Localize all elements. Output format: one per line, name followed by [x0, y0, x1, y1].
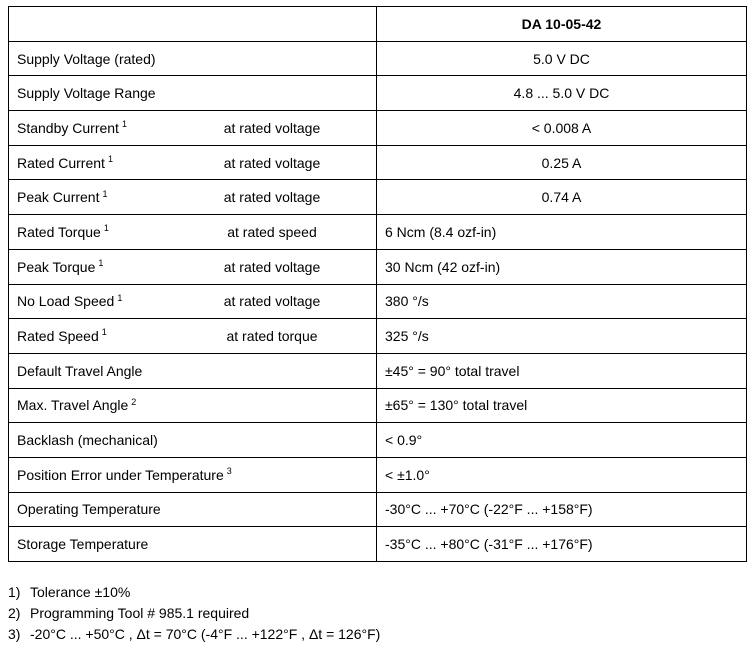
spec-label-wrap [17, 500, 368, 518]
spec-label-wrap [17, 466, 368, 484]
spec-value: -30°C ... +70°C (-22°F ... +158°F) [377, 492, 747, 527]
spec-value: ±45° = 90° total travel [377, 353, 747, 388]
spec-condition: at rated voltage [223, 154, 321, 171]
spec-value: < ±1.0° [377, 457, 747, 492]
spec-value: ±65° = 130° total travel [377, 388, 747, 423]
spec-parameter-text: Rated Current [17, 154, 105, 171]
spec-parameter-name [17, 119, 127, 137]
spec-parameter-name [17, 50, 156, 68]
spec-row [9, 145, 747, 180]
footnote-marker: 2 [131, 396, 137, 407]
footnote-marker: 1 [103, 223, 109, 234]
spec-value: 0.25 A [377, 145, 747, 180]
spec-label-cell [9, 284, 377, 319]
spec-parameter-text: Operating Temperature [17, 501, 161, 518]
spec-value: < 0.9° [377, 423, 747, 458]
spec-label-cell [9, 319, 377, 354]
spec-parameter-text: Rated Torque [17, 223, 101, 240]
spec-condition: at rated voltage [223, 258, 321, 275]
spec-row [9, 41, 747, 76]
footnote-text: -20°C ... +50°C , Δt = 70°C (-4°F ... +122°F , Δt = 126°F) [30, 626, 381, 642]
spec-row [9, 388, 747, 423]
spec-label-wrap [17, 223, 368, 241]
spec-label-wrap [17, 154, 368, 172]
spec-parameter-text: Max. Travel Angle [17, 397, 129, 414]
spec-value: 380 °/s [377, 284, 747, 319]
spec-label-wrap [17, 119, 368, 137]
spec-parameter-text: Standby Current [17, 119, 119, 136]
spec-label-wrap [17, 188, 368, 206]
spec-row [9, 111, 747, 146]
spec-parameter-text: Peak Current [17, 189, 100, 206]
spec-label-wrap [17, 327, 368, 345]
spec-row [9, 457, 747, 492]
spec-label-wrap [17, 84, 368, 102]
footnote-marker: 1 [101, 327, 107, 338]
footnotes [8, 582, 608, 645]
footnote-marker: 3 [226, 466, 232, 477]
footnote-number: 3) [8, 626, 21, 642]
spec-parameter-name [17, 362, 142, 380]
spec-parameter-name [17, 258, 103, 276]
footnote-text: Tolerance ±10% [30, 584, 131, 600]
spec-parameter-name [17, 431, 158, 449]
spec-value: 4.8 ... 5.0 V DC [377, 76, 747, 111]
spec-row [9, 492, 747, 527]
spec-parameter-name [17, 396, 136, 414]
spec-label-wrap [17, 50, 368, 68]
spec-label-cell [9, 145, 377, 180]
spec-parameter-text: Default Travel Angle [17, 362, 143, 379]
spec-row [9, 423, 747, 458]
spec-label-cell [9, 423, 377, 458]
spec-value: 325 °/s [377, 319, 747, 354]
footnote-marker: 1 [121, 119, 127, 130]
spec-parameter-name [17, 466, 232, 484]
spec-label-wrap [17, 396, 368, 414]
spec-condition: at rated speed [227, 223, 317, 240]
spec-parameter-name [17, 188, 108, 206]
spec-parameter-text: No Load Speed [17, 293, 115, 310]
spec-label-wrap [17, 431, 368, 449]
footnote-marker: 1 [107, 153, 113, 164]
spec-parameter-name [17, 84, 156, 102]
spec-value: 6 Ncm (8.4 ozf-in) [377, 215, 747, 250]
spec-condition: at rated torque [226, 328, 318, 345]
model-header: DA 10-05-42 [377, 7, 747, 42]
spec-label-cell [9, 457, 377, 492]
spec-value: 30 Ncm (42 ozf-in) [377, 249, 747, 284]
spec-label-wrap [17, 362, 368, 380]
spec-parameter-text: Supply Voltage Range [17, 85, 156, 102]
spec-parameter-text: Backlash (mechanical) [17, 432, 158, 449]
header-blank-cell [9, 7, 377, 42]
spec-condition: at rated voltage [223, 119, 321, 136]
spec-parameter-text: Storage Temperature [17, 536, 149, 553]
spec-parameter-text: Peak Torque [17, 258, 96, 275]
spec-row [9, 249, 747, 284]
spec-label-cell [9, 180, 377, 215]
spec-condition: at rated voltage [223, 293, 321, 310]
spec-label-cell [9, 353, 377, 388]
spec-label-cell [9, 492, 377, 527]
spec-label-cell [9, 215, 377, 250]
spec-label-wrap [17, 258, 368, 276]
footnote-number: 2) [8, 605, 21, 621]
spec-label-wrap [17, 292, 368, 310]
footnote-marker: 1 [102, 188, 108, 199]
footnote-line [8, 624, 608, 645]
spec-row [9, 319, 747, 354]
spec-parameter-name [17, 500, 161, 518]
spec-label-cell [9, 388, 377, 423]
spec-condition: at rated voltage [223, 189, 321, 206]
spec-value: -35°C ... +80°C (-31°F ... +176°F) [377, 527, 747, 562]
spec-label-cell [9, 249, 377, 284]
spec-value: 5.0 V DC [377, 41, 747, 76]
spec-row [9, 180, 747, 215]
spec-parameter-text: Rated Speed [17, 328, 99, 345]
footnote-line [8, 582, 608, 603]
spec-parameter-name [17, 535, 148, 553]
spec-row [9, 527, 747, 562]
spec-parameter-name [17, 223, 109, 241]
spec-value: 0.74 A [377, 180, 747, 215]
spec-label-cell [9, 111, 377, 146]
spec-label-cell [9, 41, 377, 76]
spec-parameter-text: Position Error under Temperature [17, 466, 224, 483]
footnote-marker: 1 [98, 258, 104, 268]
spec-row [9, 76, 747, 111]
footnote-line [8, 603, 608, 624]
header-row [9, 7, 747, 42]
spec-row [9, 284, 747, 319]
footnote-text: Programming Tool # 985.1 required [30, 605, 250, 621]
spec-table [8, 6, 747, 562]
spec-label-cell [9, 76, 377, 111]
spec-value: < 0.008 A [377, 111, 747, 146]
spec-parameter-name [17, 327, 107, 345]
spec-parameter-name [17, 154, 113, 172]
footnote-number: 1) [8, 584, 21, 600]
footnote-marker: 1 [117, 292, 123, 303]
spec-row [9, 353, 747, 388]
spec-row [9, 215, 747, 250]
spec-label-wrap [17, 535, 368, 553]
spec-parameter-text: Supply Voltage (rated) [17, 50, 156, 67]
spec-label-cell [9, 527, 377, 562]
spec-parameter-name [17, 292, 122, 310]
